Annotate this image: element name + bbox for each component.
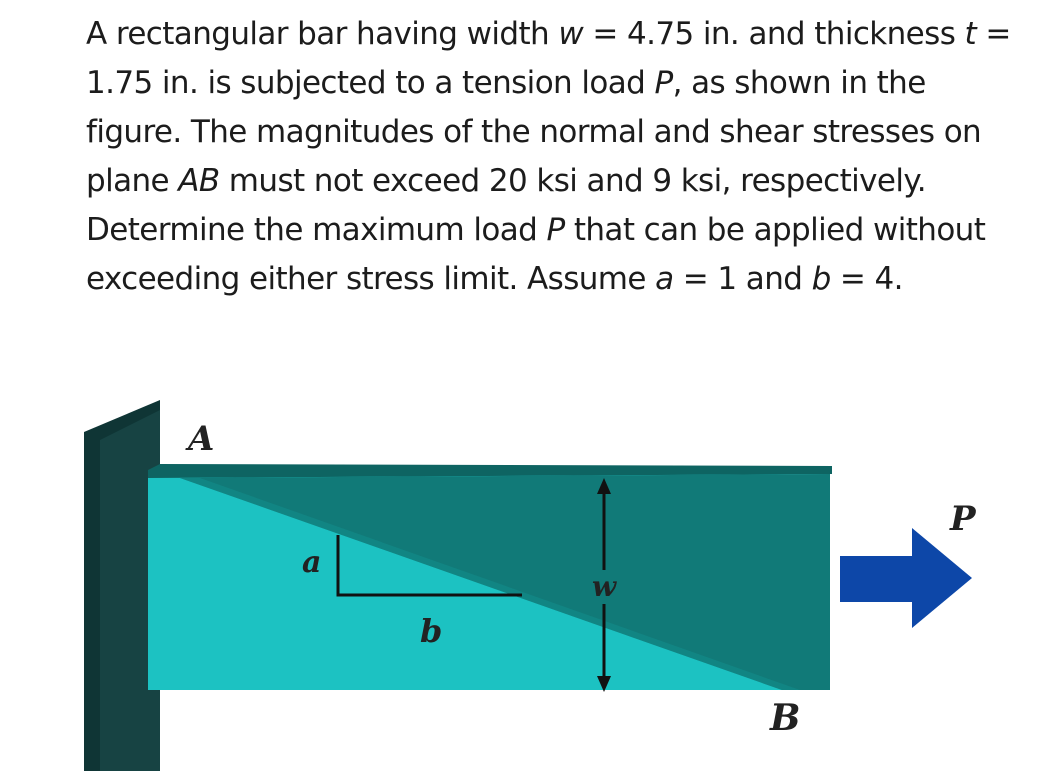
load-p-label: P — [950, 499, 976, 539]
text-segment: A rectangular bar having width — [86, 16, 559, 52]
bar-figure — [0, 380, 1057, 771]
variable-symbol: AB — [178, 163, 220, 199]
variable-symbol: P — [654, 65, 673, 101]
point-b-label: B — [770, 697, 801, 739]
dimension-w-label: w — [592, 570, 617, 603]
variable-symbol: a — [655, 261, 674, 297]
dimension-b-label: b — [420, 612, 443, 650]
text-segment: that can be applied without exceeding either stress limit. Assume — [86, 212, 986, 297]
text-segment: must not exceed 20 ksi and 9 ksi, respectively. Determine the maximum load — [86, 163, 926, 248]
load-p-arrow — [840, 528, 972, 628]
text-segment: = 4. — [830, 261, 903, 297]
problem-statement — [86, 10, 1026, 304]
text-segment: = 1.75 in. is subjected to a tension load — [86, 16, 1011, 101]
dimension-a-label: a — [302, 545, 322, 580]
text-segment: = 4.75 in. and thickness — [583, 16, 965, 52]
variable-symbol: w — [558, 16, 584, 52]
variable-symbol: P — [546, 212, 565, 248]
point-a-label: A — [188, 419, 215, 459]
variable-symbol: t — [964, 16, 977, 52]
variable-symbol: b — [811, 261, 831, 297]
text-segment: , as shown in the figure. The magnitudes of the normal and shear stresses on plane — [86, 65, 982, 199]
text-segment: = 1 and — [673, 261, 812, 297]
